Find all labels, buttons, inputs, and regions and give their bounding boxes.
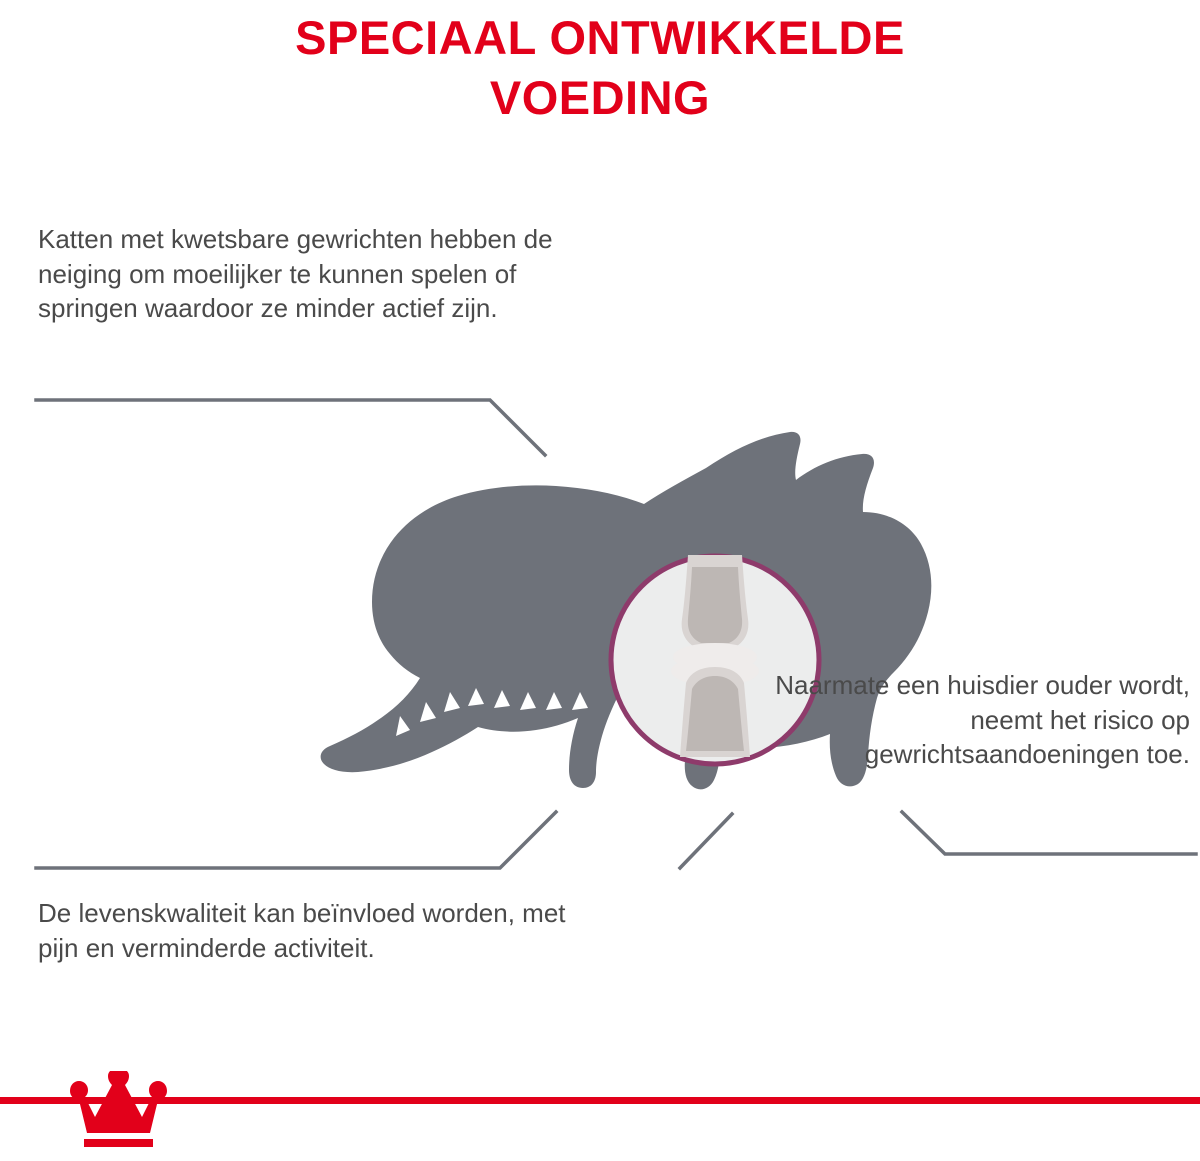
cat-silhouette	[150, 420, 960, 840]
upper-bone	[682, 555, 749, 649]
royal-canin-crown-logo-icon	[62, 1071, 180, 1155]
footer-red-rule	[0, 1097, 1200, 1104]
callout-top-left: Katten met kwetsbare gewrichten hebben de neiging om moeilijker te kunnen spelen of springen waardoor ze minder actief zijn.	[38, 224, 553, 324]
callout-bottom-left: De levenskwaliteit kan beïnvloed worden, met pijn en verminderde activiteit.	[38, 898, 566, 963]
footer	[0, 1069, 1200, 1161]
callout-right: Naarmate een huisdier ouder wordt, neemt het risico op gewrichtsaandoeningen toe.	[775, 670, 1190, 770]
page-title	[0, 8, 1200, 128]
page-title-line-1: SPECIAAL ONTWIKKELDE	[295, 11, 905, 64]
page-title-line-2: VOEDING	[489, 71, 711, 125]
lower-bone	[680, 667, 750, 757]
